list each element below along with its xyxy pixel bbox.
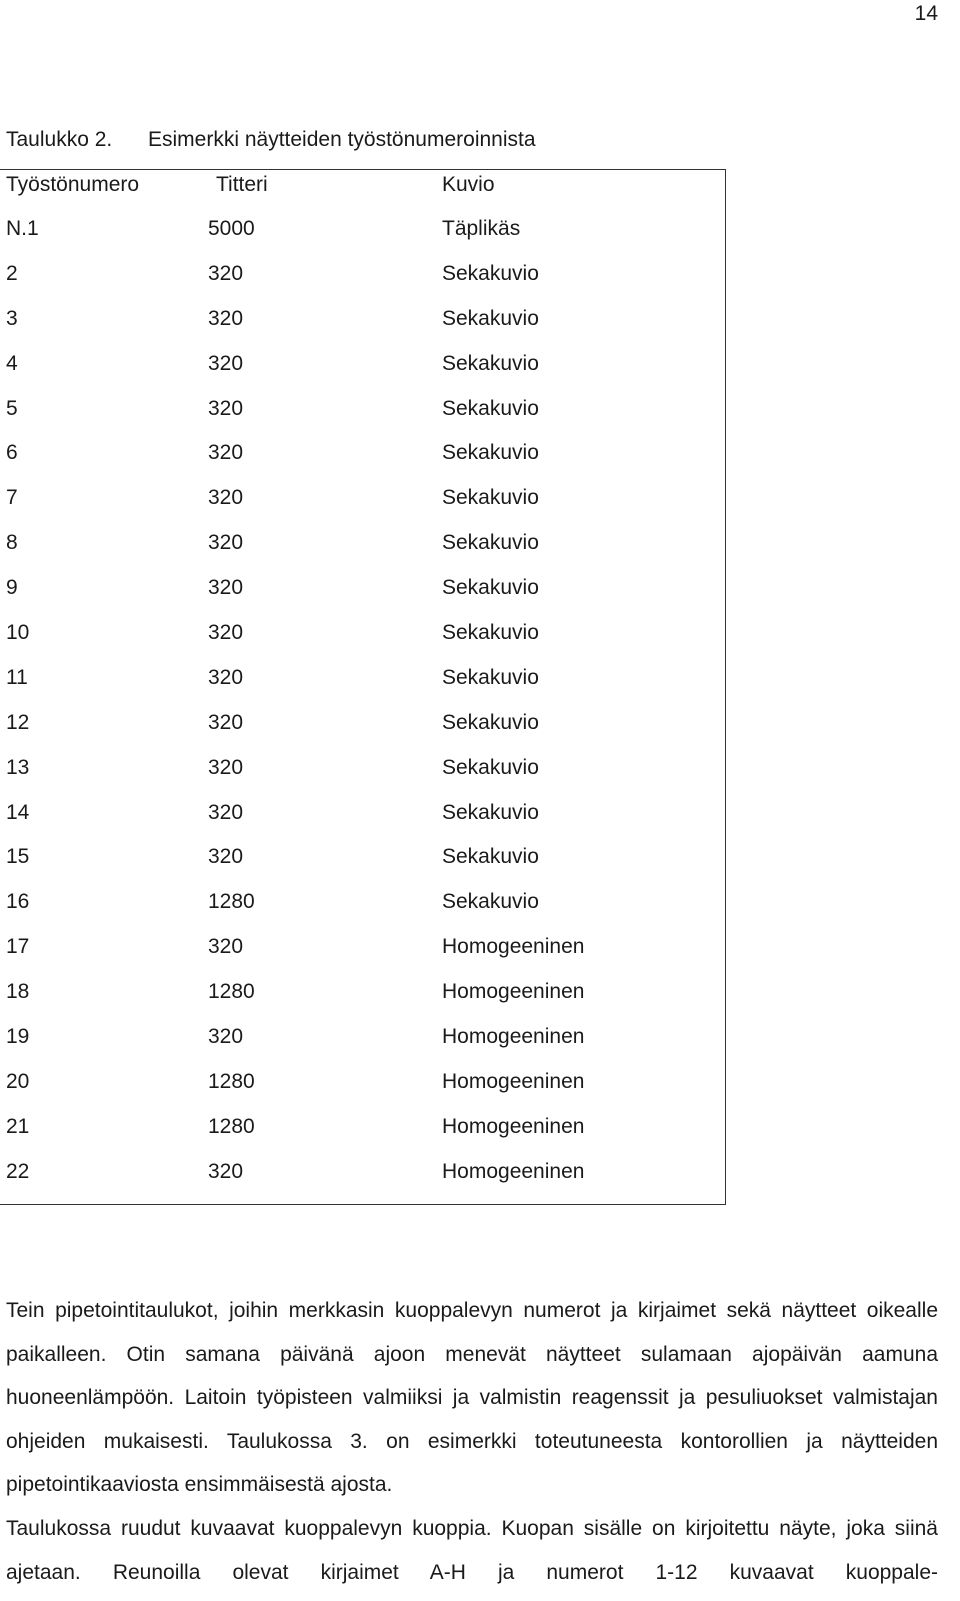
cell-tyostonumero: 21 bbox=[6, 1114, 30, 1138]
cell-tyostonumero: 22 bbox=[6, 1159, 30, 1183]
cell-tyostonumero: 12 bbox=[6, 710, 30, 734]
cell-tyostonumero: 11 bbox=[6, 665, 28, 689]
table-row bbox=[0, 1025, 726, 1070]
cell-kuvio: Homogeeninen bbox=[442, 1069, 585, 1093]
cell-titteri: 320 bbox=[208, 441, 244, 465]
table-row bbox=[0, 397, 726, 442]
cell-titteri: 320 bbox=[208, 665, 244, 689]
cell-tyostonumero: 2 bbox=[6, 261, 18, 285]
cell-titteri: 320 bbox=[208, 531, 244, 555]
cell-kuvio: Sekakuvio bbox=[442, 441, 539, 465]
cell-titteri: 1280 bbox=[208, 1114, 255, 1138]
cell-kuvio: Homogeeninen bbox=[442, 980, 585, 1004]
header-tyostonumero: Työstönumero bbox=[6, 173, 140, 196]
cell-kuvio: Sekakuvio bbox=[442, 531, 539, 555]
table-row bbox=[0, 1115, 726, 1160]
cell-kuvio: Sekakuvio bbox=[442, 351, 539, 375]
cell-kuvio: Sekakuvio bbox=[442, 621, 539, 645]
cell-kuvio: Sekakuvio bbox=[442, 845, 539, 869]
table-header-row bbox=[0, 173, 726, 203]
cell-kuvio: Sekakuvio bbox=[442, 710, 539, 734]
cell-tyostonumero: 14 bbox=[6, 800, 30, 824]
table-row bbox=[0, 486, 726, 531]
cell-kuvio: Sekakuvio bbox=[442, 576, 539, 600]
caption-title: Esimerkki näytteiden työstönumeroinnista bbox=[148, 128, 536, 151]
table-row bbox=[0, 1160, 726, 1205]
table-row bbox=[0, 576, 726, 621]
cell-tyostonumero: 18 bbox=[6, 980, 30, 1004]
cell-kuvio: Homogeeninen bbox=[442, 935, 585, 959]
table-row bbox=[0, 666, 726, 711]
table-row bbox=[0, 801, 726, 846]
cell-titteri: 320 bbox=[208, 306, 244, 330]
cell-kuvio: Täplikäs bbox=[442, 217, 521, 240]
cell-titteri: 1280 bbox=[208, 1069, 255, 1093]
cell-tyostonumero: 6 bbox=[6, 441, 18, 465]
table-row bbox=[0, 890, 726, 935]
cell-kuvio: Sekakuvio bbox=[442, 306, 539, 330]
cell-tyostonumero: 17 bbox=[6, 935, 30, 959]
cell-kuvio: Sekakuvio bbox=[442, 890, 539, 914]
cell-titteri: 320 bbox=[208, 710, 244, 734]
cell-tyostonumero: 10 bbox=[6, 621, 30, 645]
cell-tyostonumero: 3 bbox=[6, 306, 18, 330]
cell-tyostonumero: N.1 bbox=[6, 217, 39, 240]
table-row bbox=[0, 217, 726, 262]
table-row bbox=[0, 262, 726, 307]
table-row bbox=[0, 935, 726, 980]
cell-tyostonumero: 5 bbox=[6, 396, 18, 420]
body-text bbox=[6, 1289, 938, 1594]
cell-titteri: 320 bbox=[208, 1025, 244, 1049]
table-row bbox=[0, 980, 726, 1025]
table-row bbox=[0, 352, 726, 397]
cell-kuvio: Homogeeninen bbox=[442, 1025, 585, 1049]
cell-titteri: 320 bbox=[208, 261, 244, 285]
cell-titteri: 1280 bbox=[208, 980, 255, 1004]
cell-titteri: 1280 bbox=[208, 890, 255, 914]
cell-kuvio: Sekakuvio bbox=[442, 486, 539, 510]
cell-titteri: 320 bbox=[208, 576, 244, 600]
cell-kuvio: Homogeeninen bbox=[442, 1159, 585, 1183]
cell-tyostonumero: 7 bbox=[6, 486, 18, 510]
cell-titteri: 320 bbox=[208, 621, 244, 645]
cell-titteri: 320 bbox=[208, 755, 244, 779]
cell-kuvio: Homogeeninen bbox=[442, 1114, 585, 1138]
cell-tyostonumero: 8 bbox=[6, 531, 18, 555]
table-row bbox=[0, 756, 726, 801]
cell-kuvio: Sekakuvio bbox=[442, 665, 539, 689]
table-row bbox=[0, 711, 726, 756]
cell-titteri: 320 bbox=[208, 800, 244, 824]
cell-kuvio: Sekakuvio bbox=[442, 755, 539, 779]
table-row bbox=[0, 307, 726, 352]
cell-kuvio: Sekakuvio bbox=[442, 396, 539, 420]
cell-titteri: 320 bbox=[208, 845, 244, 869]
cell-tyostonumero: 4 bbox=[6, 351, 18, 375]
table-row bbox=[0, 845, 726, 890]
cell-titteri: 5000 bbox=[208, 217, 255, 240]
header-titteri: Titteri bbox=[216, 173, 268, 196]
cell-tyostonumero: 16 bbox=[6, 890, 30, 914]
cell-kuvio: Sekakuvio bbox=[442, 800, 539, 824]
table-row bbox=[0, 531, 726, 576]
table-row bbox=[0, 1070, 726, 1115]
header-kuvio: Kuvio bbox=[442, 173, 495, 196]
page-number: 14 bbox=[914, 2, 938, 25]
caption-label: Taulukko 2. bbox=[6, 128, 113, 151]
cell-titteri: 320 bbox=[208, 935, 244, 959]
cell-titteri: 320 bbox=[208, 396, 244, 420]
cell-tyostonumero: 13 bbox=[6, 755, 30, 779]
cell-titteri: 320 bbox=[208, 486, 244, 510]
paragraph-1: Tein pipetointitaulukot, joihin merkkasin kuoppalevyn numerot ja kirjaimet sekä näytteet oikealle paikalleen. Otin samana päivänä ajoon menevät näytteet sulamaan ajopäivän aamuna huoneenlämpöön. Laitoin työpisteen valmiiksi ja valmistin reagenssit ja pesuliuokset valmistajan ohjeiden mukaisesti. Taulukossa 3. on esimerkki toteutuneesta kontorollien ja näytteiden pipetointikaaviosta ensimmäisestä ajosta. bbox=[6, 1299, 938, 1497]
cell-tyostonumero: 15 bbox=[6, 845, 30, 869]
cell-tyostonumero: 9 bbox=[6, 576, 18, 600]
table-body bbox=[0, 217, 726, 1205]
table-row bbox=[0, 441, 726, 486]
cell-tyostonumero: 19 bbox=[6, 1025, 30, 1049]
paragraph-2: Taulukossa ruudut kuvaavat kuoppalevyn kuoppia. Kuopan sisälle on kirjoitettu näyte, joka siinä ajetaan. Reunoilla olevat kirjaimet A-H ja numerot 1-12 kuvaavat kuoppale- bbox=[6, 1516, 938, 1584]
table-caption bbox=[6, 128, 536, 152]
cell-titteri: 320 bbox=[208, 1159, 244, 1183]
cell-tyostonumero: 20 bbox=[6, 1069, 30, 1093]
table-row bbox=[0, 621, 726, 666]
cell-kuvio: Sekakuvio bbox=[442, 261, 539, 285]
cell-titteri: 320 bbox=[208, 351, 244, 375]
